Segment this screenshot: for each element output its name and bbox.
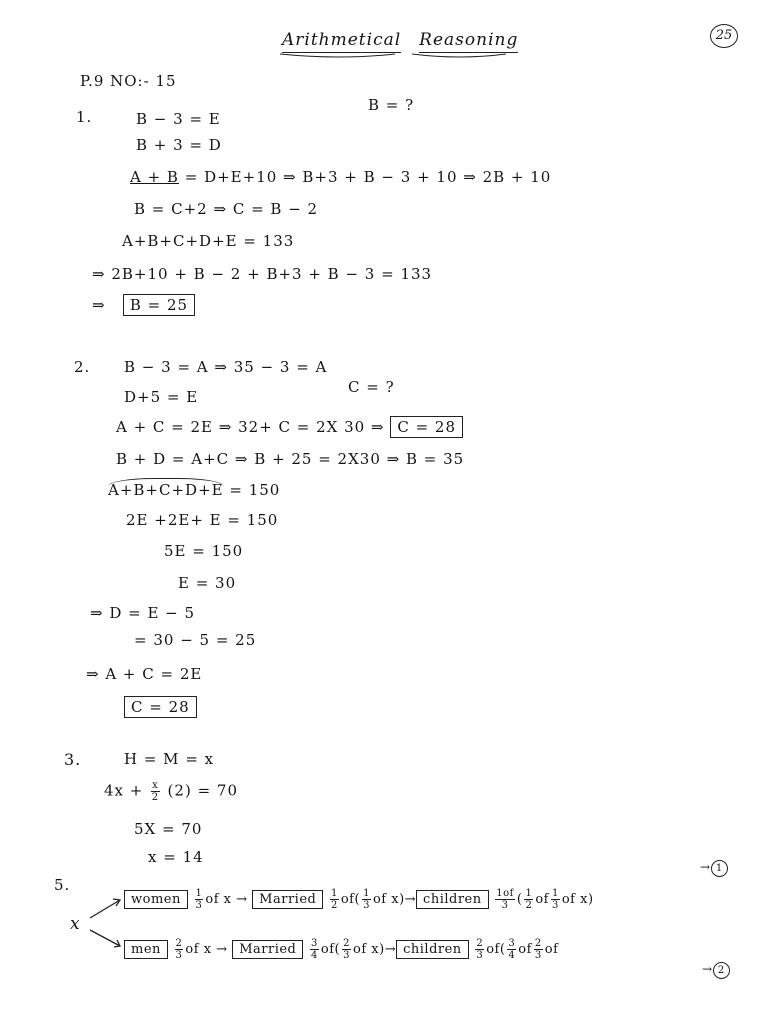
p5-root-x: x bbox=[70, 914, 81, 934]
f-n: 1of bbox=[496, 888, 514, 899]
page-number: 25 bbox=[710, 24, 738, 48]
p2-line-6: 2E +2E+ E = 150 bbox=[126, 511, 279, 529]
circled-1: 1 bbox=[711, 860, 728, 877]
branch-down-line bbox=[90, 930, 120, 946]
p3-line-4: x = 14 bbox=[148, 848, 204, 866]
p1-implies: ⇒ bbox=[92, 296, 106, 314]
f-d: 4 bbox=[311, 950, 318, 961]
p2-line-9: ⇒ D = E − 5 bbox=[90, 604, 196, 622]
p5-married-box-1: Married bbox=[252, 890, 323, 909]
problem-2-number: 2. bbox=[74, 358, 91, 376]
f-d: 2 bbox=[330, 900, 338, 911]
p3-line-3: 5X = 70 bbox=[134, 820, 203, 838]
of-text: of bbox=[320, 942, 335, 957]
f-n: 2 bbox=[175, 938, 183, 949]
p5-children-box-1: children bbox=[416, 890, 489, 909]
p5-men-branch: men $\frac{2}{3}$ of x → Married $\frac{3}{4}$ of( $\frac{2}{3}$ of x)→ children $\frac{2}{3}$ of( $\frac{3}{4}$ of $\frac{2}{3}$ of bbox=[124, 938, 558, 961]
of-x-text: of x bbox=[561, 892, 588, 907]
of-text: of bbox=[535, 892, 549, 907]
of-text: of bbox=[340, 892, 355, 907]
problem-2-question: C = ? bbox=[348, 378, 395, 396]
f-d: 4 bbox=[508, 950, 516, 961]
p3-line-2-a: 4x + bbox=[104, 781, 144, 800]
of-text: of bbox=[486, 942, 500, 957]
f-n: 2 bbox=[476, 938, 484, 949]
f-n: 1 bbox=[525, 888, 533, 899]
problem-1-number: 1. bbox=[76, 108, 93, 126]
problem-5-number: 5. bbox=[54, 876, 71, 894]
p2-line-1: B − 3 = A ⇒ 35 − 3 = A bbox=[124, 358, 328, 376]
f-n: 2 bbox=[534, 938, 542, 949]
p1-line-4: B = C+2 ⇒ C = B − 2 bbox=[134, 200, 319, 218]
title-wave-2 bbox=[412, 54, 506, 57]
f-n: 1 bbox=[551, 888, 559, 899]
f-n: 1 bbox=[363, 888, 370, 899]
arrow-right-icon: → bbox=[700, 860, 712, 874]
p5-men-box: men bbox=[124, 940, 168, 959]
f-d: 3 bbox=[343, 950, 350, 961]
p2-line-11: ⇒ A + C = 2E bbox=[86, 665, 203, 683]
p5-children-box-2: children bbox=[396, 940, 469, 959]
p1-line-6: ⇒ 2B+10 + B − 2 + B+3 + B − 3 = 133 bbox=[92, 265, 433, 283]
f-d: 3 bbox=[534, 950, 542, 961]
f-d: 3 bbox=[551, 900, 559, 911]
p5-women-branch: women $\frac{1}{3}$ of x → Married $\frac{1}{2}$ of( $\frac{1}{3}$ of x)→ children $\frac{1of}{3}$ ( $\frac{1}{2}$ of $\frac{1}{3}$ of x) bbox=[124, 888, 594, 911]
of-text: of bbox=[544, 942, 559, 957]
problem-3-number: 3. bbox=[64, 750, 82, 769]
page-reference: P.9 NO:- 15 bbox=[80, 72, 177, 90]
f-d: 2 bbox=[525, 900, 533, 911]
f-n: 1 bbox=[330, 888, 338, 899]
f-d: 3 bbox=[476, 950, 484, 961]
p1-line-2: B + 3 = D bbox=[136, 136, 222, 154]
p1-line-3-rest: = D+E+10 ⇒ B+3 + B − 3 + 10 ⇒ 2B + 10 bbox=[184, 168, 552, 186]
arrow-right-icon: → bbox=[404, 892, 417, 907]
f-d: 3 bbox=[501, 900, 509, 911]
p2-overlined-sum: A+B+C+D+E bbox=[108, 478, 224, 499]
of-x-text: of x bbox=[372, 892, 400, 907]
title-word-1: Arithmetical bbox=[282, 30, 401, 53]
arrow-right-icon: → bbox=[384, 942, 397, 957]
p2-line-4: B + D = A+C ⇒ B + 25 = 2X30 ⇒ B = 35 bbox=[116, 450, 465, 468]
p2-answer-box-1: C = 28 bbox=[390, 416, 463, 438]
f-n: 3 bbox=[508, 938, 516, 949]
of-x-text: of x bbox=[205, 892, 232, 907]
p1-line-1: B − 3 = E bbox=[136, 110, 221, 128]
title-wave-1 bbox=[280, 54, 395, 57]
f-d: 3 bbox=[195, 900, 203, 911]
f-d: 3 bbox=[363, 900, 370, 911]
f-n: 3 bbox=[311, 938, 318, 949]
arrow-right-icon: → bbox=[216, 942, 228, 957]
circled-2: 2 bbox=[713, 962, 730, 979]
p1-line-5: A+B+C+D+E = 133 bbox=[122, 232, 295, 250]
frac-den: 2 bbox=[151, 792, 160, 803]
p2-line-10: = 30 − 5 = 25 bbox=[134, 631, 257, 649]
arrow-right-icon: → bbox=[702, 962, 714, 976]
title-word-2: Reasoning bbox=[419, 30, 518, 53]
p2-line-8: E = 30 bbox=[178, 574, 237, 592]
p2-line-3-text: A + C = 2E ⇒ 32+ C = 2X 30 ⇒ bbox=[116, 418, 385, 436]
p2-line-2: D+5 = E bbox=[124, 388, 199, 406]
frac-num: x bbox=[152, 780, 159, 791]
f-n: 1 bbox=[195, 888, 203, 899]
p1-answer-box: B = 25 bbox=[123, 294, 195, 316]
p2-line-7: 5E = 150 bbox=[164, 542, 244, 560]
p3-line-1: H = M = x bbox=[124, 750, 215, 768]
p3-line-2-b: (2) = 70 bbox=[167, 781, 238, 800]
f-d: 3 bbox=[175, 950, 183, 961]
p5-women-box: women bbox=[124, 890, 188, 909]
of-x-text: of x bbox=[353, 942, 380, 957]
arrow-right-icon: → bbox=[236, 892, 248, 907]
f-n: 2 bbox=[343, 938, 350, 949]
p2-answer-box-2: C = 28 bbox=[124, 696, 197, 718]
branch-up-line bbox=[90, 900, 120, 918]
problem-1-question: B = ? bbox=[368, 96, 415, 114]
p2-line-5-rest: = 150 bbox=[229, 481, 281, 499]
of-x-text: of x bbox=[185, 942, 212, 957]
p5-married-box-2: Married bbox=[232, 940, 303, 959]
p1-underlined-sum: A + B bbox=[130, 168, 179, 186]
of-text: of bbox=[518, 942, 532, 957]
